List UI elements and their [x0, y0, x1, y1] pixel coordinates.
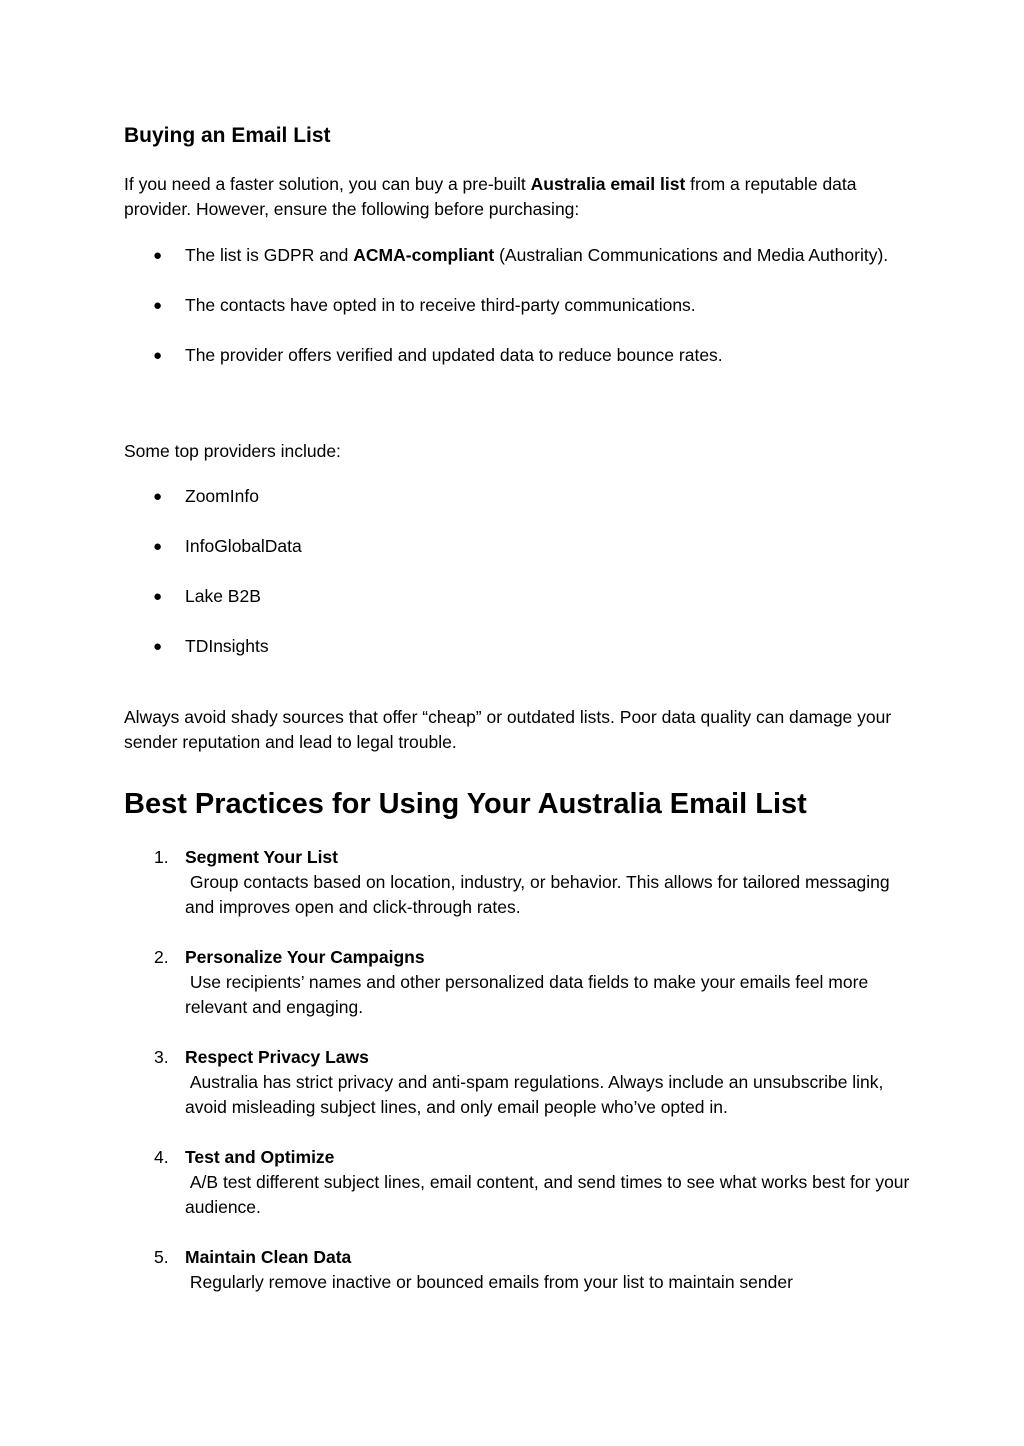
intro-bold-term: Australia email list: [530, 174, 686, 194]
provider-name: InfoGlobalData: [185, 536, 302, 556]
intro-text-end: from a reputable data provider. However, ensure the following before purchasing:: [124, 174, 857, 219]
purchase-checklist: [124, 243, 914, 368]
list-item: [124, 534, 914, 559]
item-body-text: A/B test different subject lines, email content, and send times to see what works best for your audience.: [185, 1172, 910, 1217]
section-heading-buying: Buying an Email List: [124, 124, 331, 147]
bullet-icon: ●: [153, 488, 163, 505]
list-number: 3.: [154, 1047, 169, 1067]
list-item: [124, 634, 914, 659]
provider-name: TDInsights: [185, 636, 269, 656]
item-body-text: Group contacts based on location, industry, or behavior. This allows for tailored messaging and improves open and click-through rates.: [185, 872, 890, 917]
list-number: 5.: [154, 1247, 169, 1267]
item-title: Respect Privacy Laws: [185, 1047, 369, 1067]
providers-intro: Some top providers include:: [124, 441, 341, 461]
item-body-text: Use recipients’ names and other personalized data fields to make your emails feel more relevant and engaging.: [185, 972, 869, 1017]
item-body: [185, 970, 914, 1020]
list-item: [124, 343, 914, 368]
bullet-icon: ●: [153, 247, 163, 264]
list-item: [124, 1145, 914, 1220]
providers-list: [124, 484, 914, 659]
item-title: Maintain Clean Data: [185, 1247, 352, 1267]
intro-text-start: If you need a faster solution, you can buy a pre-built: [124, 174, 531, 194]
provider-name: Lake B2B: [185, 586, 261, 606]
item-body: [185, 1270, 914, 1295]
item-title: Segment Your List: [185, 847, 338, 867]
item-body: [185, 870, 914, 920]
bullet-icon: ●: [153, 347, 163, 364]
list-item: [124, 945, 914, 1020]
item-bold-term: ACMA-compliant: [353, 245, 495, 265]
list-item: [124, 293, 914, 318]
section-heading-best-practices: Best Practices for Using Your Australia Email List: [124, 788, 807, 820]
item-text: The contacts have opted in to receive third-party communications.: [185, 295, 696, 315]
bullet-icon: ●: [153, 638, 163, 655]
item-text-start: The list is GDPR and: [185, 245, 354, 265]
bullet-icon: ●: [153, 538, 163, 555]
item-text: The provider offers verified and updated data to reduce bounce rates.: [185, 345, 723, 365]
warning-paragraph: Always avoid shady sources that offer “cheap” or outdated lists. Poor data quality can damage your sender reputation and lead to legal trouble.: [124, 707, 892, 752]
intro-paragraph: [124, 172, 914, 222]
provider-name: ZoomInfo: [185, 486, 259, 506]
list-number: 1.: [154, 847, 169, 867]
list-item: [124, 845, 914, 920]
item-title: Test and Optimize: [185, 1147, 335, 1167]
list-number: 2.: [154, 947, 169, 967]
best-practices-list: [124, 845, 914, 1295]
item-title: Personalize Your Campaigns: [185, 947, 425, 967]
list-item: [124, 484, 914, 509]
bullet-icon: ●: [153, 588, 163, 605]
list-item: [124, 1045, 914, 1120]
item-body: [185, 1070, 914, 1120]
list-item: [124, 1245, 914, 1295]
list-number: 4.: [154, 1147, 169, 1167]
item-text-end: (Australian Communications and Media Authority).: [494, 245, 889, 265]
list-item: [124, 584, 914, 609]
item-body-text: Regularly remove inactive or bounced emails from your list to maintain sender: [189, 1272, 793, 1292]
item-body-text: Australia has strict privacy and anti-spam regulations. Always include an unsubscribe link, avoid misleading subject lines, and only email people who’ve opted in.: [185, 1072, 884, 1117]
item-body: [185, 1170, 914, 1220]
bullet-icon: ●: [153, 297, 163, 314]
list-item: [124, 243, 914, 268]
